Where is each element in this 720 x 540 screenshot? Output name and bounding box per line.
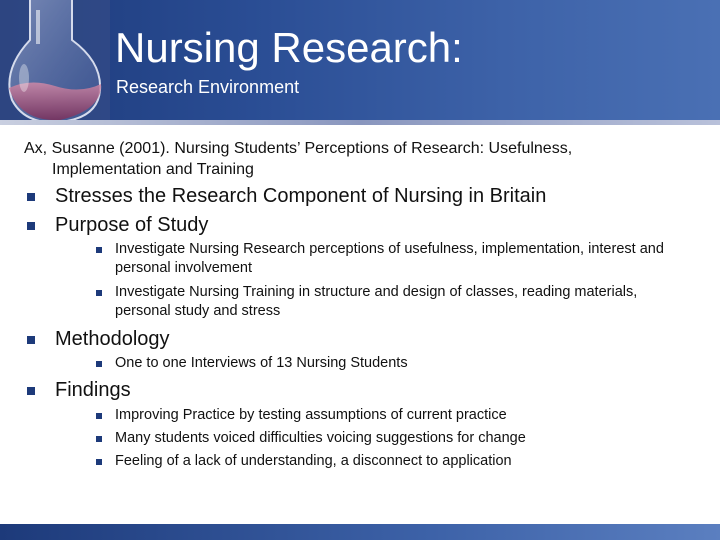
slide-subtitle: Research Environment	[116, 77, 300, 97]
square-bullet-icon	[96, 413, 102, 419]
square-bullet-icon	[27, 336, 35, 344]
bullet-item	[27, 213, 208, 237]
bullet-text: Methodology	[55, 328, 170, 350]
footer-bar	[0, 524, 720, 540]
sub-bullet-text: Investigate Nursing Research perceptions of usefulness, implementation, interest and personal involvement	[115, 241, 664, 276]
square-bullet-icon	[27, 193, 35, 201]
sub-bullet-item	[96, 283, 696, 321]
bullet-text: Stresses the Research Component of Nursing in Britain	[55, 185, 547, 207]
square-bullet-icon	[27, 222, 35, 230]
sub-bullet-item	[96, 429, 696, 448]
bullet-text: Purpose of Study	[55, 214, 209, 236]
sub-bullet-text: Feeling of a lack of understanding, a disconnect to application	[115, 453, 512, 469]
bullet-text: Findings	[55, 379, 131, 401]
square-bullet-icon	[27, 387, 35, 395]
slide-title: Nursing Research:	[115, 24, 463, 71]
square-bullet-icon	[96, 290, 102, 296]
square-bullet-icon	[96, 247, 102, 253]
square-bullet-icon	[96, 436, 102, 442]
square-bullet-icon	[96, 459, 102, 465]
citation-line-2: Implementation and Training	[52, 161, 254, 178]
sub-bullet-text: Improving Practice by testing assumptions of current practice	[115, 407, 507, 423]
sub-bullet-text: One to one Interviews of 13 Nursing Students	[115, 355, 408, 371]
sub-bullet-item	[96, 354, 696, 373]
bullet-item	[27, 327, 170, 351]
bullet-item	[27, 378, 131, 402]
citation-line-1: Ax, Susanne (2001). Nursing Students’ Perceptions of Research: Usefulness,	[24, 140, 573, 157]
sub-bullet-item	[96, 406, 696, 425]
bullet-item	[27, 184, 546, 208]
sub-bullet-item	[96, 240, 696, 278]
sub-bullet-text: Many students voiced difficulties voicing suggestions for change	[115, 430, 526, 446]
sub-bullet-item	[96, 452, 696, 471]
sub-bullet-text: Investigate Nursing Training in structure and design of classes, reading materials, personal study and stress	[115, 284, 638, 319]
square-bullet-icon	[96, 361, 102, 367]
